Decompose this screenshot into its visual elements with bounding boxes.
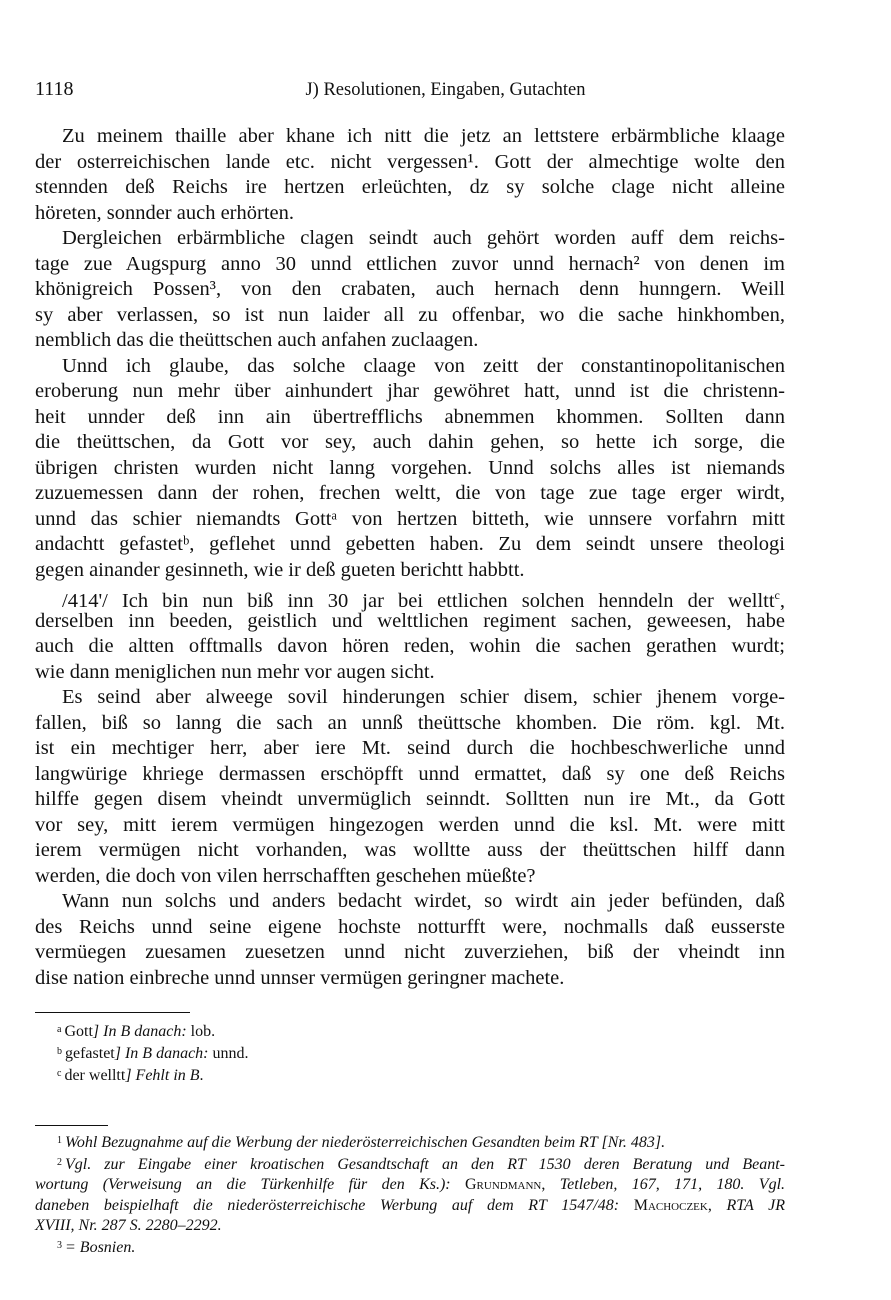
note-text: Wohl Bezugnahme auf die Werbung der niederösterreichischen Gesandten beim RT [Nr. 483]. <box>65 1134 666 1151</box>
note-text: wortung (Verweisung an die Türkenhilfe für den Ks.): <box>35 1176 465 1194</box>
text-line: unnd das schier niemandts Gottᵃ von hertzen bitteth, wie unnsere vorfahrn mitt <box>35 507 785 530</box>
footnote-line <box>35 1236 785 1258</box>
note-text: ] In B danach: <box>114 1045 209 1063</box>
text-note <box>35 1064 785 1086</box>
footnote-line <box>35 1131 785 1153</box>
footnote-line <box>35 1153 785 1175</box>
text-note <box>35 1020 785 1042</box>
paragraph <box>35 583 785 685</box>
text-line: andachtt gefastetᵇ, geflehet unnd gebetten haben. Zu dem seindt unsere theologi <box>35 533 785 555</box>
note-text: gefastet <box>65 1045 115 1063</box>
note-text: unnd. <box>208 1045 249 1063</box>
running-head: J) Resolutionen, Eingaben, Gutachten <box>305 80 586 100</box>
text-line: wie dann meniglichen nun mehr vor augen sicht. <box>35 660 435 683</box>
footnote-mark: 1 <box>57 1135 62 1146</box>
footnote-line <box>35 1196 785 1216</box>
text-line: /414'/ Ich bin nun biß inn 30 jar bei ettlichen solchen henndeln der welltt$^c$, <box>62 588 785 612</box>
text-line: eroberung nun mehr über ainhundert jhar gewöhret hatt, unnd ist die christenn- <box>35 380 785 402</box>
text-line: Wann nun solchs und anders bedacht wirdet, so wirdt ain jeder befünden, daß <box>62 890 785 912</box>
note-text: ] Fehlt in B <box>125 1067 200 1085</box>
paragraph <box>35 354 785 584</box>
footnote-mark: 3 <box>57 1240 62 1252</box>
text-line: ist ein mechtiger herr, aber iere Mt. seind durch die hochbeschwerliche unnd <box>35 737 785 759</box>
text-line: derselben inn beeden, geistlich und welttlichen regiment sachen, geweesen, habe <box>35 609 785 632</box>
paragraph <box>35 889 785 991</box>
text-line: die theüttschen, da Gott vor sey, auch dahin gehen, so hette ich sorge, die <box>35 431 785 453</box>
text-line: werden, die doch von vilen herrschafften geschehen müeßte? <box>35 864 536 887</box>
text-line: tage zue Augspurg anno 30 unnd ettlichen zuvor unnd hernach² von denen im <box>35 252 785 275</box>
paragraph <box>35 226 785 354</box>
text-line: gegen ainander gesinneth, wie ir deß gueten berichtt habbtt. <box>35 558 525 581</box>
text-line: auch die altten offtmalls davon hören reden, wohin die sachen gerathen wurdt; <box>35 635 785 657</box>
text-note <box>35 1042 785 1064</box>
footnote-line <box>35 1216 785 1236</box>
note-text: Machoczek <box>633 1196 708 1214</box>
main-text <box>35 124 785 991</box>
text-line: ierem vermügen nicht vorhanden, was wolltte auss der theüttschen hilff dann <box>35 839 785 861</box>
text-line: sy aber verlassen, so ist nun laider all zu offenbar, wo die sache hinkhomben, <box>35 303 785 326</box>
text-line: übrigen christen wurden nicht lanng vorgehen. Unnd solchs alles ist niemands <box>35 456 785 479</box>
note-text: = Bosnien. <box>65 1239 136 1257</box>
text-line: Es seind aber alweege sovil hinderungen schier disem, schier jhenem vorge- <box>62 686 785 708</box>
text-line: des Reichs unnd seine eigene hochste notturfft were, nochmalls daß eusserste <box>35 915 785 938</box>
note-text: RTA JR <box>726 1196 786 1214</box>
note-text: lob. <box>186 1023 216 1040</box>
text-line: fallen, biß so lanng die sach an unnß theüttsche khomben. Die röm. kgl. Mt. <box>35 711 785 734</box>
note-text: daneben beispielhaft die niederösterreichische Werbung auf dem RT 1547/48: <box>35 1196 634 1214</box>
note-mark: a <box>57 1024 62 1035</box>
text-line: vor sey, mitt ierem vermügen hingezogen werden unnd die ksl. Mt. were mitt <box>35 813 785 836</box>
text-line: vermüegen zuesamen zuesetzen unnd nicht zuverziehen, biß der vheindt inn <box>35 941 785 963</box>
text-line: langwürige khriege dermassen erschöpfft unnd ermattet, daß sy one deß Reichs <box>35 762 785 785</box>
note-text: Gott <box>64 1023 93 1040</box>
text-line: hilffe gegen disem vheindt unvermüglich seinndt. Solltten nun ire Mt., da Gott <box>35 788 785 810</box>
note-text: Tetleben, 167, 171, 180. Vgl. <box>559 1176 786 1194</box>
text-line: nemblich das die theüttschen auch anfahen zuclaagen. <box>35 329 479 351</box>
note-text: XVIII, Nr. 287 S. 2280–2292. <box>35 1216 222 1234</box>
footnote-line <box>35 1175 785 1195</box>
note-text: . <box>199 1067 204 1085</box>
text-line: Zu meinem thaille aber khane ich nitt die jetz an lettstere erbärmbliche klaage <box>62 125 785 147</box>
paragraph <box>35 685 785 889</box>
note-text: , <box>541 1176 560 1194</box>
text-line: Unnd ich glaube, das solche claage von zeitt der constantinopolitanischen <box>62 354 785 377</box>
text-line: khönigreich Possen³, von den crabaten, auch hernach denn hunngern. Weill <box>35 278 785 300</box>
note-text: , <box>707 1196 727 1214</box>
note-text: Vgl. zur Eingabe einer kroatischen Gesandtschaft an den RT 1530 deren Beratung und Beant- <box>65 1156 785 1174</box>
page-number: 1118 <box>35 78 74 100</box>
note-marker: c <box>774 588 780 602</box>
text-critical-notes <box>35 1020 785 1087</box>
note-text: Grundmann <box>465 1176 542 1194</box>
note-mark: c <box>57 1068 62 1080</box>
text-notes-divider <box>35 1012 190 1013</box>
text-line: Dergleichen erbärmbliche clagen seindt auch gehört worden auff dem reichs- <box>62 227 785 249</box>
footnotes <box>35 1131 785 1258</box>
note-text: ] In B danach: <box>92 1023 187 1040</box>
paragraph <box>35 124 785 226</box>
note-text: der welltt <box>64 1067 126 1085</box>
text-line: heit unnder deß inn ain übertrefflichs abnemmen khommen. Sollten dann <box>35 405 785 428</box>
text-line: dise nation einbreche unnd unnser vermügen geringner machete. <box>35 966 565 989</box>
text-line: höreten, sonnder auch erhörten. <box>35 201 294 224</box>
note-mark: b <box>57 1046 62 1058</box>
text-line: zuzuemessen dann der rohen, frechen weltt, die von tage zue tage erger wirdt, <box>35 482 785 504</box>
footnotes-divider <box>35 1125 108 1126</box>
footnote-mark: 2 <box>57 1157 62 1169</box>
text-line: der osterreichischen lande etc. nicht vergessen¹. Gott der almechtige wolte den <box>35 150 785 173</box>
text-line: stennden deß Reichs ire hertzen erleüchten, dz sy solche clage nicht alleine <box>35 176 785 198</box>
